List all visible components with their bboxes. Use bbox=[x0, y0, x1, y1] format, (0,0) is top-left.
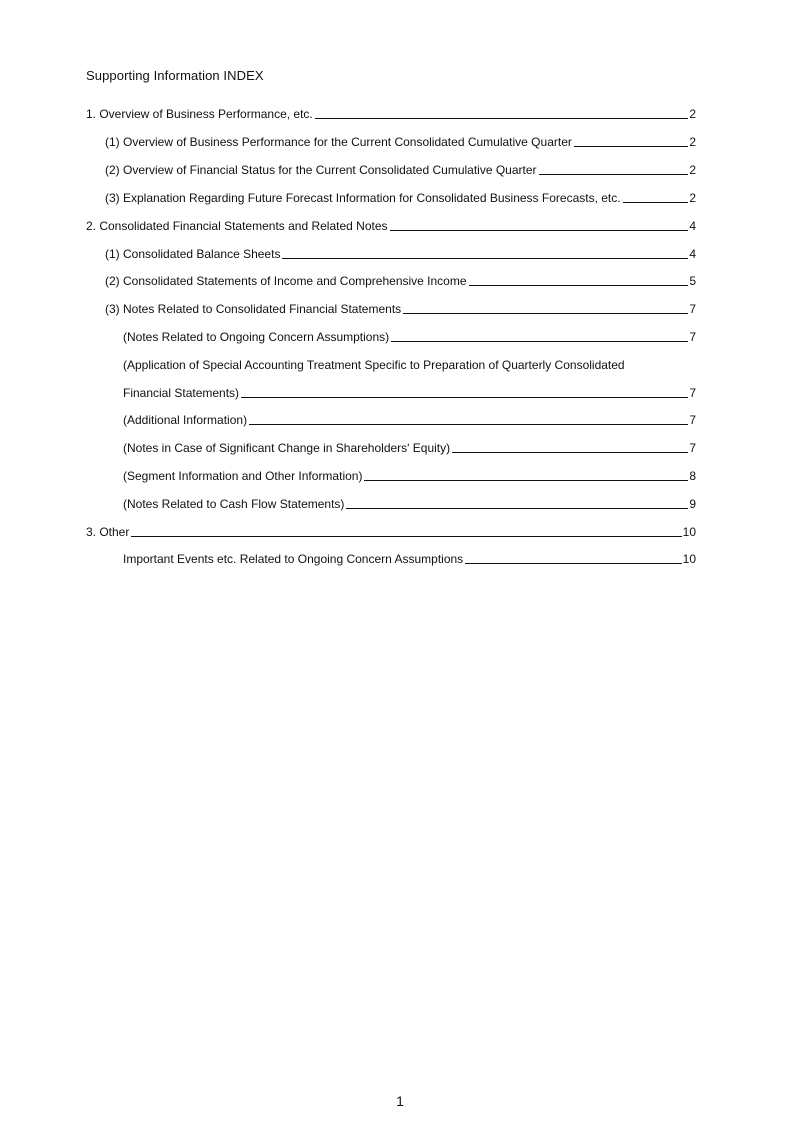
index-title: Supporting Information INDEX bbox=[86, 68, 264, 83]
toc-label: (2) Consolidated Statements of Income and Comprehensive Income bbox=[105, 274, 467, 288]
toc-entry-2-2[interactable] bbox=[105, 272, 696, 288]
toc-page: 10 bbox=[682, 525, 696, 539]
toc-label: Financial Statements) bbox=[123, 386, 240, 400]
dot-leader bbox=[469, 284, 689, 286]
toc-entry-special-accounting-line1[interactable] bbox=[123, 356, 696, 372]
dot-leader bbox=[391, 340, 688, 342]
toc-page: 7 bbox=[689, 302, 696, 316]
toc-entry-segment-info[interactable] bbox=[123, 467, 696, 483]
toc-label: (3) Explanation Regarding Future Forecast Information for Consolidated Business Forecasts, etc. bbox=[105, 191, 621, 205]
toc-label: 3. Other bbox=[86, 525, 130, 539]
toc-entry-ongoing-concern[interactable] bbox=[123, 328, 696, 344]
toc-label: (Segment Information and Other Information) bbox=[123, 469, 363, 483]
toc-entry-1-2[interactable] bbox=[105, 161, 696, 177]
toc-page: 10 bbox=[682, 552, 696, 566]
toc-entry-3[interactable] bbox=[86, 523, 696, 539]
toc-page: 7 bbox=[689, 441, 696, 455]
toc-label: (Notes Related to Ongoing Concern Assumptions) bbox=[123, 330, 390, 344]
dot-leader bbox=[249, 423, 688, 425]
dot-leader bbox=[346, 507, 688, 509]
toc-label: (Application of Special Accounting Treatment Specific to Preparation of Quarterly Consolidated bbox=[123, 358, 625, 372]
dot-leader bbox=[131, 535, 681, 537]
toc-entry-2-3[interactable] bbox=[105, 300, 696, 316]
dot-leader bbox=[465, 562, 681, 564]
toc-page: 9 bbox=[689, 497, 696, 511]
toc-label: (2) Overview of Financial Status for the Current Consolidated Cumulative Quarter bbox=[105, 163, 537, 177]
toc-label: (Notes in Case of Significant Change in Shareholders' Equity) bbox=[123, 441, 451, 455]
toc-label: (Notes Related to Cash Flow Statements) bbox=[123, 497, 345, 511]
toc-label: (Additional Information) bbox=[123, 413, 248, 427]
toc-page: 2 bbox=[689, 107, 696, 121]
toc-label: 2. Consolidated Financial Statements and Related Notes bbox=[86, 219, 388, 233]
toc-label: (1) Overview of Business Performance for the Current Consolidated Cumulative Quarter bbox=[105, 135, 572, 149]
dot-leader bbox=[574, 145, 688, 147]
toc-entry-2[interactable] bbox=[86, 217, 696, 233]
toc-entry-1-1[interactable] bbox=[105, 133, 696, 149]
dot-leader bbox=[315, 117, 689, 119]
toc-label: Important Events etc. Related to Ongoing Concern Assumptions bbox=[123, 552, 464, 566]
dot-leader bbox=[403, 312, 688, 314]
toc-page: 2 bbox=[689, 163, 696, 177]
toc-page: 8 bbox=[689, 469, 696, 483]
toc-label: (1) Consolidated Balance Sheets bbox=[105, 247, 281, 261]
dot-leader bbox=[282, 257, 688, 259]
dot-leader bbox=[241, 396, 688, 398]
dot-leader bbox=[390, 229, 689, 231]
toc-label: 1. Overview of Business Performance, etc. bbox=[86, 107, 313, 121]
toc-page: 5 bbox=[689, 274, 696, 288]
toc-page: 4 bbox=[689, 219, 696, 233]
toc-page: 7 bbox=[689, 330, 696, 344]
toc-entry-1-3[interactable] bbox=[105, 189, 696, 205]
toc-entry-important-events[interactable] bbox=[123, 550, 696, 566]
toc-page: 2 bbox=[689, 135, 696, 149]
toc-entry-additional-info[interactable] bbox=[123, 411, 696, 427]
toc-page: 7 bbox=[689, 413, 696, 427]
toc-entry-shareholders-equity[interactable] bbox=[123, 439, 696, 455]
toc-page: 2 bbox=[689, 191, 696, 205]
dot-leader bbox=[364, 479, 688, 481]
toc-label: (3) Notes Related to Consolidated Financial Statements bbox=[105, 302, 402, 316]
toc-entry-1[interactable] bbox=[86, 105, 696, 121]
toc-entry-special-accounting-line2[interactable] bbox=[123, 384, 696, 400]
page-number: 1 bbox=[396, 1093, 404, 1109]
dot-leader bbox=[539, 173, 689, 175]
dot-leader bbox=[452, 451, 688, 453]
toc-entry-2-1[interactable] bbox=[105, 245, 696, 261]
toc-page: 7 bbox=[689, 386, 696, 400]
toc-page: 4 bbox=[689, 247, 696, 261]
dot-leader bbox=[623, 201, 689, 203]
toc-entry-cash-flow[interactable] bbox=[123, 495, 696, 511]
